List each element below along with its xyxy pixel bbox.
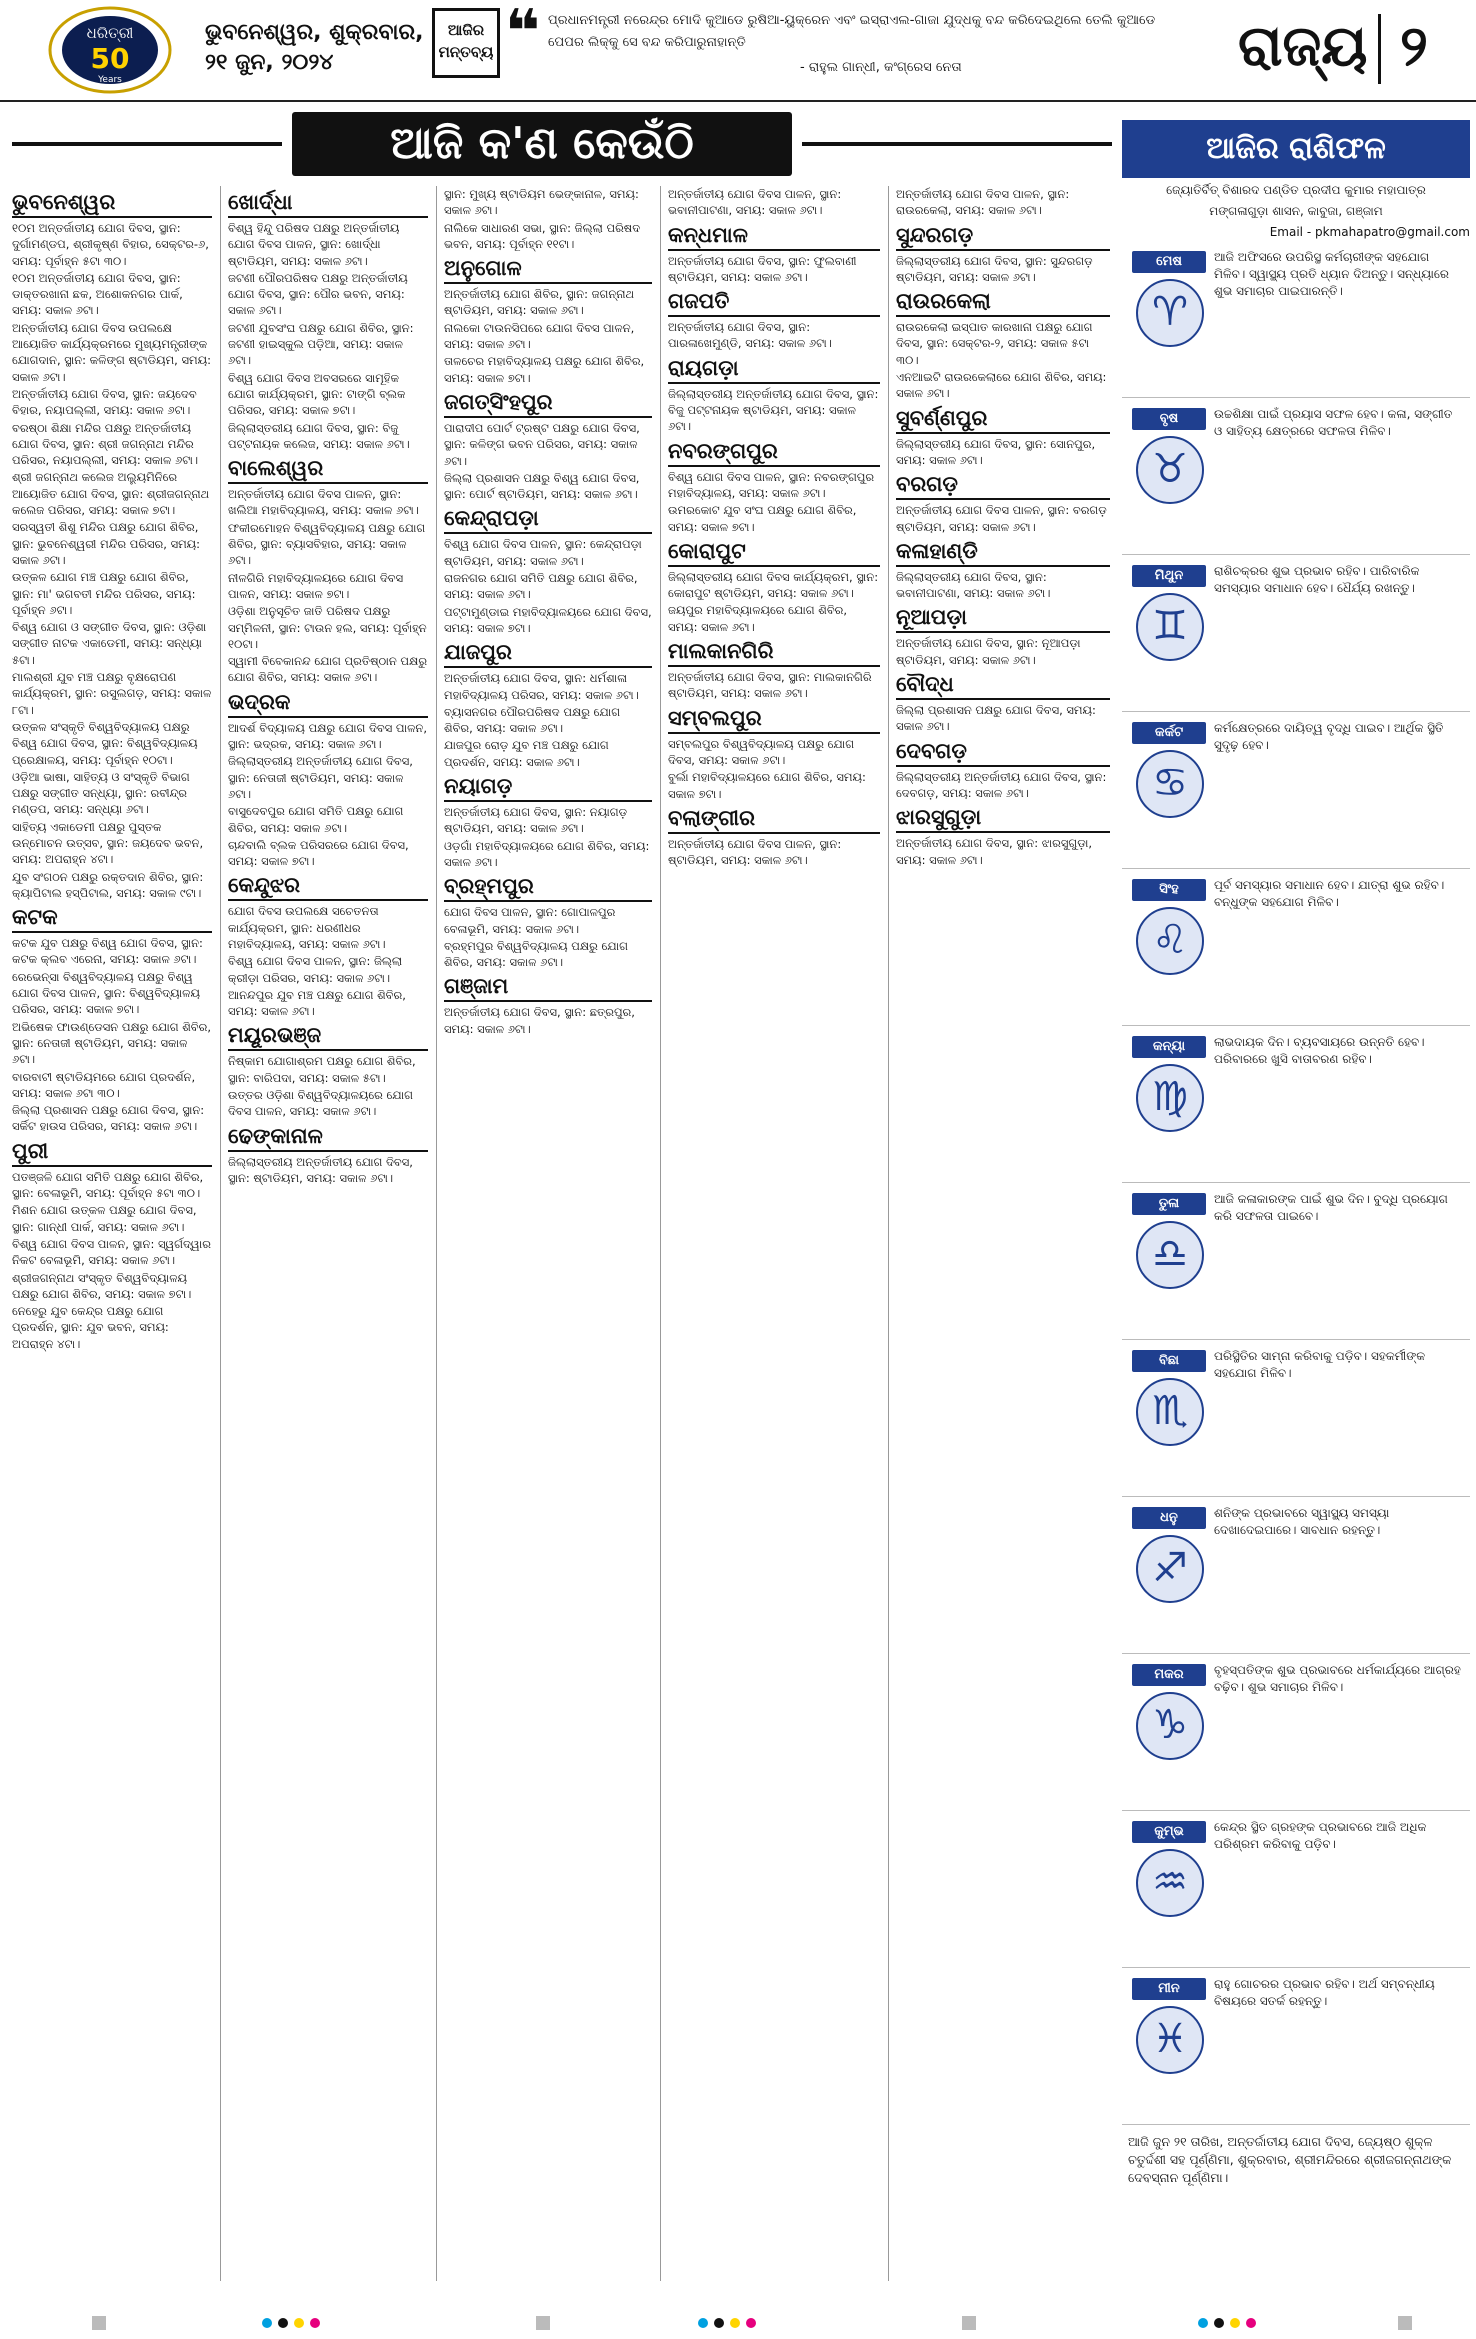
zodiac-symbol-icon: ♈ (1136, 279, 1204, 347)
event-listing: କଟକ ଯୁବ ପକ୍ଷରୁ ବିଶ୍ୱ ଯୋଗ ଦିବସ, ସ୍ଥାନ: କଟକ କ୍ଲବ ଏରେନା, ସମୟ: ସକାଳ ୬ଟା। (12, 936, 203, 967)
event-listing: ନାଲିକେ ସାଧାରଣ ସଭା, ସ୍ଥାନ: ଜିଲ୍ଲା ପରିଷଦ ଭବନ, ସମୟ: ପୂର୍ବାହ୍ନ ୧୧ଟା। (444, 220, 641, 251)
event-listing: ଅନ୍ତର୍ଜାତୀୟ ଯୋଗ ଦିବସ, ସ୍ଥାନ: ଫୁଲବାଣୀ ଷ୍ଟାଡିୟମ, ସମୟ: ସକାଳ ୬ଟା। (668, 253, 857, 284)
event-listing: ଜିଲ୍ଲାସ୍ତରୀୟ ଯୋଗ ଦିବସ, ସ୍ଥାନ: ସୋନପୁର, ସମୟ: ସକାଳ ୬ଟା। (896, 436, 1096, 467)
event-listing: ଶ୍ରୀଜଗନ୍ନାଥ ସଂସ୍କୃତ ବିଶ୍ୱବିଦ୍ୟାଳୟ ପକ୍ଷରୁ ଯୋଗ ଶିବିର, ସମୟ: ସକାଳ ୭ଟା। (12, 1270, 192, 1301)
register-mark-icon (1398, 2316, 1412, 2330)
event-listing: ଉତ୍କଳ ସଂସ୍କୃତି ବିଶ୍ୱବିଦ୍ୟାଳୟ ପକ୍ଷରୁ ବିଶ୍ୱ ଯୋଗ ଦିବସ, ସ୍ଥାନ: ବିଶ୍ୱବିଦ୍ୟାଳୟ ପ୍ରେକ୍ଷାଳୟ, ସମୟ: ପୂର୍ବାହ୍ନ ୧୦ଟା। (12, 719, 198, 767)
zodiac-prediction-text: ରାଶିଚକ୍ରର ଶୁଭ ପ୍ରଭାବ ରହିବ। ପାରିବାରିକ ସମସ୍ୟାର ସମାଧାନ ହେବ। ଧୈର୍ଯ୍ୟ ରଖନ୍ତୁ। (1214, 564, 1420, 595)
rashiphala-panel (1122, 120, 1470, 2295)
district-heading: ବ୍ରହ୍ମପୁର (444, 873, 652, 902)
district-heading: ସମ୍ବଲପୁର (668, 705, 880, 734)
event-listing: ନାଲକୋ ଟାଉନସିପରେ ଯୋଗ ଦିବସ ପାଳନ, ସମୟ: ସକାଳ ୬ଟା। (444, 320, 635, 352)
listing-column-3 (444, 186, 652, 2281)
event-listing: ଜିଲ୍ଲାସ୍ତରୀୟ ଅନ୍ତର୍ଜାତୀୟ ଯୋଗ ଦିବସ, ସ୍ଥାନ: ନେତାଜୀ ଷ୍ଟାଡିୟମ, ସମୟ: ସକାଳ ୬ଟା। (228, 754, 413, 801)
district-heading: ଗଞ୍ଜାମ (444, 973, 652, 1002)
zodiac-sign-entry (1122, 1813, 1470, 1968)
event-listing: ଜିଲ୍ଲାସ୍ତରୀୟ ଯୋଗ ଦିବସ, ସ୍ଥାନ: ବିଜୁ ପଟ୍ଟନାୟକ କଲେଜ, ସମୟ: ସକାଳ ୬ଟା। (228, 420, 410, 451)
event-listing: ପଟ୍ଟାମୁଣ୍ଡାଇ ମହାବିଦ୍ୟାଳୟରେ ଯୋଗ ଦିବସ, ସମୟ: ସକାଳ ୭ଟା। (444, 604, 652, 635)
event-listing: ଜିଲ୍ଲାସ୍ତରୀୟ ଯୋଗ ଦିବସ, ସ୍ଥାନ: ଭବାନୀପାଟଣା, ସମୟ: ସକାଳ ୬ଟା। (896, 569, 1051, 601)
district-heading: ରାୟଗଡ଼ା (668, 355, 880, 384)
yellow-dot-icon (1230, 2318, 1240, 2328)
district-heading: ସୁବର୍ଣ୍ଣପୁର (896, 405, 1110, 434)
zodiac-symbol-icon: ♒ (1136, 1849, 1204, 1917)
page-number: ୨ (1400, 14, 1428, 79)
district-heading: କଳାହାଣ୍ଡି (896, 538, 1110, 567)
column-divider (436, 186, 437, 2281)
zodiac-sign-entry (1122, 1970, 1470, 2125)
zodiac-symbol-icon: ♐ (1136, 1535, 1204, 1603)
event-listing: ଜିଲ୍ଲା ପ୍ରଶାସନ ପକ୍ଷରୁ ବିଶ୍ୱ ଯୋଗ ଦିବସ, ସ୍ଥାନ: ପୋର୍ଟ ଷ୍ଟାଡିୟମ, ସମୟ: ସକାଳ ୬ଟା। (444, 470, 640, 502)
event-listing: ୧୦ମ ଅନ୍ତର୍ଜାତୀୟ ଯୋଗ ଦିବସ, ସ୍ଥାନ: ଦୁର୍ଗାମଣ୍ଡପ, ଶ୍ରୀକୃଷ୍ଣ ବିହାର, ସେକ୍ଟର-୬, ସମୟ: ପୂର୍ବାହ୍ନ ୫ଟା ୩୦। (12, 221, 209, 268)
register-mark-icon (536, 2316, 550, 2330)
magenta-dot-icon (746, 2318, 756, 2328)
masthead (0, 0, 1476, 102)
event-listing: ତାଳଚେର ମହାବିଦ୍ୟାଳୟ ପକ୍ଷରୁ ଯୋଗ ଶିବିର, ସମୟ: ସକାଳ ୭ଟା। (444, 354, 645, 385)
zodiac-sign-name: କନ୍ୟା (1132, 1036, 1206, 1058)
zodiac-symbol-icon: ♎ (1136, 1221, 1204, 1289)
district-heading: ଅନୁଗୋଳ (444, 255, 652, 284)
event-listing: ବିଶ୍ୱ ହିନ୍ଦୁ ପରିଷଦ ପକ୍ଷରୁ ଅନ୍ତର୍ଜାତୀୟ ଯୋଗ ଦିବସ ପାଳନ, ସ୍ଥାନ: ଖୋର୍ଦ୍ଧା ଷ୍ଟାଡିୟମ, ସମୟ: ସକାଳ ୬ଟା। (228, 221, 400, 268)
event-listing: ଅନ୍ତର୍ଜାତୀୟ ଯୋଗ ଦିବସ, ସ୍ଥାନ: ଛତ୍ରପୁର, ସମୟ: ସକାଳ ୬ଟା। (444, 1005, 635, 1036)
cyan-dot-icon (698, 2318, 708, 2328)
dateline (205, 18, 424, 78)
district-heading: ଖୋର୍ଦ୍ଧା (228, 189, 428, 218)
district-heading: ମୟୂରଭଞ୍ଜ (228, 1022, 428, 1051)
event-listing: ସାହିତ୍ୟ ଏକାଡେମୀ ପକ୍ଷରୁ ପୁସ୍ତକ ଉନ୍ମୋଚନ ଉତ୍ସବ, ସ୍ଥାନ: ଜୟଦେବ ଭବନ, ସମୟ: ଅପରାହ୍ନ ୪ଟା। (12, 819, 204, 867)
event-listing: ବିଶ୍ୱ ଯୋଗ ଦିବସ ପାଳନ, ସ୍ଥାନ: କେନ୍ଦ୍ରାପଡ଼ା ଷ୍ଟାଡିୟମ, ସମୟ: ସକାଳ ୬ଟା। (444, 537, 642, 568)
zodiac-prediction-text: କେନ୍ଦ୍ର ସ୍ଥିତ ଗ୍ରହଙ୍କ ପ୍ରଭାବରେ ଆଜି ଅଧିକ ପରିଶ୍ରମ କରିବାକୁ ପଡ଼ିବ। (1214, 1820, 1427, 1851)
event-listing: ଜିଲ୍ଲାସ୍ତରୀୟ ଅନ୍ତର୍ଜାତୀୟ ଯୋଗ ଦିବସ, ସ୍ଥାନ: ଷ୍ଟାଡିୟମ, ସମୟ: ସକାଳ ୬ଟା। (228, 1154, 413, 1185)
quote-of-day-box: ଆଜିର ମନ୍ତବ୍ୟ (432, 8, 500, 78)
zodiac-sign-entry (1122, 1028, 1470, 1183)
magenta-dot-icon (1246, 2318, 1256, 2328)
event-listing: ଯୁବ ସଂଗଠନ ପକ୍ଷରୁ ରକ୍ତଦାନ ଶିବିର, ସ୍ଥାନ: କ୍ୟାପିଟାଲ ହସ୍ପିଟାଲ, ସମୟ: ସକାଳ ୯ଟା। (12, 869, 204, 900)
panjika-calendar-note: ଆଜି ଜୁନ ୨୧ ତାରିଖ, ଅନ୍ତର୍ଜାତୀୟ ଯୋଗ ଦିବସ, ଜ୍ୟେଷ୍ଠ ଶୁକ୍ଳ ଚତୁର୍ଦ୍ଦଶୀ ସହ ପୂର୍ଣ୍ଣିମା, ଶୁକ୍ରବାର, ଶ୍ରୀମନ୍ଦିରରେ ଶ୍ରୀଜଗନ୍ନାଥଙ୍କ ଦେବସ୍ନାନ ପୂର୍ଣ୍ଣିମା। (1128, 2134, 1452, 2185)
quote-text: ପ୍ରଧାନମନ୍ତ୍ରୀ ନରେନ୍ଦ୍ର ମୋଦି କୁଆଡେ ରୁଷିଆ-ୟୁକ୍ରେନ ଏବଂ ଇସ୍ରାଏଲ-ଗାଜା ଯୁଦ୍ଧକୁ ବନ୍ଦ କରିଦେଇଥିଲେ ତେଲି କୁଆଡେ ପେପର ଲିକ୍‌କୁ ସେ ବନ୍ଦ କରିପାରୁନାହାନ୍ତି (548, 13, 1156, 50)
logo-years-number: 50 (90, 42, 130, 75)
banner-rule-right (802, 142, 1112, 146)
zodiac-prediction-text: ଲାଭଦାୟକ ଦିନ। ବ୍ୟବସାୟରେ ଉନ୍ନତି ହେବ। ପରିବାରରେ ଖୁସି ବାତାବରଣ ରହିବ। (1214, 1035, 1425, 1066)
event-listing: ବୁର୍ଲା ମହାବିଦ୍ୟାଳୟରେ ଯୋଗ ଶିବିର, ସମୟ: ସକାଳ ୭ଟା। (668, 770, 866, 801)
event-listing: ଜଟଣୀ ପୌରପରିଷଦ ପକ୍ଷରୁ ଅନ୍ତର୍ଜାତୀୟ ଯୋଗ ଦିବସ, ସ୍ଥାନ: ପୌର ଭବନ, ସମୟ: ସକାଳ ୬ଟା। (228, 270, 408, 318)
magenta-dot-icon (310, 2318, 320, 2328)
section-divider (1378, 14, 1381, 84)
event-listing: ୧୦ମ ଅନ୍ତର୍ଜାତୀୟ ଯୋଗ ଦିବସ, ସ୍ଥାନ: ଡାକ୍ତରଖାନା ଛକ, ଅଶୋକନଗର ପାର୍କ, ସମୟ: ସକାଳ ୬ଟା। (12, 270, 183, 318)
event-listing: ଅନ୍ତର୍ଜାତୀୟ ଯୋଗ ଶିବିର, ସ୍ଥାନ: ଜଗନ୍ନାଥ ଷ୍ଟାଡିୟମ, ସମୟ: ସକାଳ ୬ଟା। (444, 287, 635, 318)
astrologer-address: ମଙ୍ଗଳାଗୁଡ଼ା ଶାସନ, କାବୁଜା, ଗଞ୍ଜାମ (1209, 204, 1383, 218)
listing-column-1 (12, 186, 212, 2281)
event-listing: ପତଞ୍ଜଳି ଯୋଗ ସମିତି ପକ୍ଷରୁ ଯୋଗ ଶିବିର, ସ୍ଥାନ: ବେଳାଭୂମି, ସମୟ: ପୂର୍ବାହ୍ନ ୫ଟା ୩୦। (12, 1169, 204, 1201)
event-listing: ଯାଜପୁର ରୋଡ଼ ଯୁବ ମଞ୍ଚ ପକ୍ଷରୁ ଯୋଗ ପ୍ରଦର୍ଶନ, ସମୟ: ସକାଳ ୬ଟା। (444, 738, 609, 769)
zodiac-sign-name: ମକର (1132, 1664, 1206, 1686)
event-listing: ଓଡ଼ଗାଁ ମହାବିଦ୍ୟାଳୟରେ ଯୋଗ ଶିବିର, ସମୟ: ସକାଳ ୬ଟା। (444, 838, 650, 869)
astrologer-name: ଜ୍ୟୋତିର୍ବିତ୍‌ ବିଶାରଦ ପଣ୍ଡିତ ପ୍ରଦୀପ କୁମାର ମହାପାତ୍ର (1166, 183, 1426, 197)
event-listing: ଜୟପୁର ମହାବିଦ୍ୟାଳୟରେ ଯୋଗ ଶିବିର, ସମୟ: ସକାଳ ୬ଟା। (668, 603, 848, 634)
district-heading: ରାଉରକେଲା (896, 288, 1110, 317)
event-listing: ବିଶ୍ୱ ଯୋଗ ଦିବସ ପାଳନ, ସ୍ଥାନ: ନବରଙ୍ଗପୁର ମହାବିଦ୍ୟାଳୟ, ସମୟ: ସକାଳ ୬ଟା। (668, 469, 875, 500)
district-heading: ଜଗତ୍‌ସିଂହପୁର (444, 389, 652, 418)
zodiac-sign-name: ବିଛା (1132, 1350, 1206, 1372)
zodiac-sign-entry (1122, 714, 1470, 869)
event-listing: ବାରବାଟୀ ଷ୍ଟାଡିୟମରେ ଯୋଗ ପ୍ରଦର୍ଶନ, ସମୟ: ସକାଳ ୬ଟା ୩୦। (12, 1069, 196, 1100)
logo-name: ଧରିତ୍ରୀ (86, 24, 134, 42)
zodiac-sign-name: ଧନୁ (1132, 1507, 1206, 1529)
event-listing: ଅଭିଷେକ ଫାଉଣ୍ଡେସନ ପକ୍ଷରୁ ଯୋଗ ଶିବିର, ସ୍ଥାନ: ନେତାଜୀ ଷ୍ଟାଡିୟମ, ସମୟ: ସକାଳ ୬ଟା। (12, 1019, 212, 1067)
event-listing: ବିଶ୍ୱ ଯୋଗ ଦିବସ ପାଳନ, ସ୍ଥାନ: ସ୍ୱର୍ଗଦ୍ୱାର ନିକଟ ବେଳାଭୂମି, ସମୟ: ସକାଳ ୬ଟା। (12, 1236, 211, 1268)
district-heading: ଭଦ୍ରକ (228, 689, 428, 718)
event-listing: ବିଶ୍ୱ ଯୋଗ ଦିବସ ଅବସରରେ ସାମୂହିକ ଯୋଗ କାର୍ଯ୍ୟକ୍ରମ, ସ୍ଥାନ: ଟାଙ୍ଗି ବ୍ଲକ ପରିସର, ସମୟ: ସକାଳ ୭ଟା। (228, 370, 406, 418)
event-listing: ଯୋଗ ଦିବସ ଉପଲକ୍ଷେ ସଚେତନତା କାର୍ଯ୍ୟକ୍ରମ, ସ୍ଥାନ: ଧରଣୀଧର ମହାବିଦ୍ୟାଳୟ, ସମୟ: ସକାଳ ୬ଟା। (228, 904, 386, 951)
district-heading: ଦେବଗଡ଼ (896, 738, 1110, 767)
zodiac-prediction-text: ଆଜି ଅଫିସରେ ଉପରିସ୍ଥ କର୍ମଚାରୀଙ୍କ ସହଯୋଗ ମିଳିବ। ସ୍ୱାସ୍ଥ୍ୟ ପ୍ରତି ଧ୍ୟାନ ଦିଅନ୍ତୁ। ସନ୍ଧ୍ୟାରେ ଶୁଭ ସମାଚାର ପାଇପାରନ୍ତି। (1214, 250, 1450, 298)
listing-column-5 (896, 186, 1110, 2281)
district-heading: ବରଗଡ଼ (896, 471, 1110, 500)
event-listing: ଅନ୍ତର୍ଜାତୀୟ ଯୋଗ ଦିବସ ପାଳନ, ସ୍ଥାନ: ରାଉରକେଲା, ସମୟ: ସକାଳ ୬ଟା। (896, 187, 1070, 218)
section-name: ରାଜ୍ୟ (1238, 14, 1368, 79)
column-divider (220, 186, 221, 2281)
event-listing: ନୀଳଗିରି ମହାବିଦ୍ୟାଳୟରେ ଯୋଗ ଦିବସ ପାଳନ, ସମୟ: ସକାଳ ୭ଟା। (228, 570, 404, 601)
section-banner: ଆଜି କ'ଣ କେଉଁଠି (292, 112, 792, 176)
event-listing: ଅନ୍ତର୍ଜାତୀୟ ଯୋଗ ଦିବସ ଉପଲକ୍ଷେ ଆୟୋଜିତ କାର୍ଯ୍ୟକ୍ରମରେ ମୁଖ୍ୟମନ୍ତ୍ରୀଙ୍କ ଯୋଗଦାନ, ସ୍ଥାନ: କଳିଙ୍ଗ ଷ୍ଟାଡିୟମ, ସମୟ: ସକାଳ ୬ଟା। (12, 320, 211, 384)
rashiphala-header: ଆଜିର ରାଶିଫଳ (1122, 120, 1470, 178)
event-listing: ବାସୁଦେବପୁର ଯୋଗ ସମିତି ପକ୍ଷରୁ ଯୋଗ ଶିବିର, ସମୟ: ସକାଳ ୬ଟା। (228, 804, 404, 835)
event-listing: ଉତ୍ତର ଓଡ଼ିଶା ବିଶ୍ୱବିଦ୍ୟାଳୟରେ ଯୋଗ ଦିବସ ପାଳନ, ସମୟ: ସକାଳ ୬ଟା। (228, 1088, 414, 1119)
zodiac-prediction-text: କର୍ମକ୍ଷେତ୍ରରେ ଦାୟିତ୍ୱ ବୃଦ୍ଧି ପାଇବ। ଆର୍ଥିକ ସ୍ଥିତି ସୁଦୃଢ଼ ହେବ। (1214, 721, 1444, 752)
zodiac-sign-list (1122, 243, 1470, 2125)
black-dot-icon (278, 2318, 288, 2328)
black-dot-icon (1214, 2318, 1224, 2328)
yellow-dot-icon (294, 2318, 304, 2328)
event-listing: ଓଡ଼ିଶା ଅନୁସୂଚିତ ଜାତି ପରିଷଦ ପକ୍ଷରୁ ସମ୍ମିଳନୀ, ସ୍ଥାନ: ଟାଉନ ହଲ, ସମୟ: ପୂର୍ବାହ୍ନ ୧୦ଟା। (228, 604, 427, 651)
district-heading: ଭୁବନେଶ୍ୱର (12, 189, 212, 218)
zodiac-sign-entry (1122, 1499, 1470, 1654)
dateline-place-day: ଭୁବନେଶ୍ୱର, ଶୁକ୍ରବାର, (205, 20, 424, 45)
event-listing: ଚାନ୍ଦବାଲି ବ୍ଲକ ପରିସରରେ ଯୋଗ ଦିବସ, ସମୟ: ସକାଳ ୭ଟା। (228, 837, 409, 869)
zodiac-symbol-icon: ♏ (1136, 1378, 1204, 1446)
cyan-dot-icon (262, 2318, 272, 2328)
event-listing: ଆଦର୍ଶ ବିଦ୍ୟାଳୟ ପକ୍ଷରୁ ଯୋଗ ଦିବସ ପାଳନ, ସ୍ଥାନ: ଭଦ୍ରକ, ସମୟ: ସକାଳ ୬ଟା। (228, 720, 428, 752)
event-listing: ରାଉରକେଲା ଇସ୍ପାତ କାରଖାନା ପକ୍ଷରୁ ଯୋଗ ଦିବସ, ସ୍ଥାନ: ସେକ୍ଟର-୨, ସମୟ: ସକାଳ ୫ଟା ୩୦। (896, 320, 1093, 367)
event-listing: ଫକୀରମୋହନ ବିଶ୍ୱବିଦ୍ୟାଳୟ ପକ୍ଷରୁ ଯୋଗ ଶିବିର, ସ୍ଥାନ: ବ୍ୟାସବିହାର, ସମୟ: ସକାଳ ୬ଟା। (228, 520, 426, 568)
zodiac-sign-entry (1122, 557, 1470, 712)
zodiac-prediction-text: ରାହୁ ଗୋଚରର ପ୍ରଭାବ ରହିବ। ଅର୍ଥ ସମ୍ବନ୍ଧୀୟ ବିଷୟରେ ସତର୍କ ରହନ୍ତୁ। (1214, 1977, 1435, 2008)
quote-author: - ରାହୁଲ ଗାନ୍ଧୀ, କଂଗ୍ରେସ ନେତା (800, 60, 962, 75)
listing-column-4 (668, 186, 880, 2281)
event-listing: ପାରାଦୀପ ପୋର୍ଟ ଟ୍ରଷ୍ଟ ପକ୍ଷରୁ ଯୋଗ ଦିବସ, ସ୍ଥାନ: କଳିଙ୍ଗ ଭବନ ପରିସର, ସମୟ: ସକାଳ ୬ଟା। (444, 420, 640, 468)
event-listing: ଅନ୍ତର୍ଜାତୀୟ ଯୋଗ ଦିବସ, ସ୍ଥାନ: ଝାରସୁଗୁଡ଼ା, ସମୟ: ସକାଳ ୬ଟା। (896, 836, 1093, 867)
zodiac-sign-entry (1122, 1656, 1470, 1811)
dateline-date: ୨୧ ଜୁନ, ୨୦୨୪ (205, 50, 334, 75)
event-listing: ଅନ୍ତର୍ଜାତୀୟ ଯୋଗ ଦିବସ ପାଳନ, ସ୍ଥାନ: ଭବାନୀପାଟଣା, ସମୟ: ସକାଳ ୬ଟା। (668, 187, 842, 218)
event-listing: ସମ୍ବଲପୁର ବିଶ୍ୱବିଦ୍ୟାଳୟ ପକ୍ଷରୁ ଯୋଗ ଦିବସ, ସମୟ: ସକାଳ ୬ଟା। (668, 736, 855, 767)
district-heading: କଟକ (12, 904, 212, 933)
zodiac-sign-name: ମୀନ (1132, 1978, 1206, 2000)
event-listing: ଜିଲ୍ଲାସ୍ତରୀୟ ଯୋଗ ଦିବସ କାର୍ଯ୍ୟକ୍ରମ, ସ୍ଥାନ: କୋରାପୁଟ ଷ୍ଟାଡିୟମ, ସମୟ: ସକାଳ ୬ଟା। (668, 569, 879, 601)
zodiac-sign-entry (1122, 871, 1470, 1026)
district-heading: ବଲାଙ୍ଗୀର (668, 805, 880, 834)
event-listing: ଜିଲ୍ଲାସ୍ତରୀୟ ଅନ୍ତର୍ଜାତୀୟ ଯୋଗ ଦିବସ, ସ୍ଥାନ: ବିଜୁ ପଟ୍ଟନାୟକ ଷ୍ଟାଡିୟମ, ସମୟ: ସକାଳ ୬ଟା। (668, 386, 879, 434)
event-listing: ଓଡ଼ିଆ ଭାଷା, ସାହିତ୍ୟ ଓ ସଂସ୍କୃତି ବିଭାଗ ପକ୍ଷରୁ ସଙ୍ଗୀତ ସନ୍ଧ୍ୟା, ସ୍ଥାନ: ରବୀନ୍ଦ୍ର ମଣ୍ଡପ, ସମୟ: ସନ୍ଧ୍ୟା ୬ଟା। (12, 769, 190, 817)
event-listing: ମିଶନ ଯୋଗ ଉତ୍କଳ ପକ୍ଷରୁ ଯୋଗ ଦିବସ, ସ୍ଥାନ: ଗାନ୍ଧୀ ପାର୍କ, ସମୟ: ସକାଳ ୬ଟା। (12, 1203, 197, 1234)
event-listing: ଉମରକୋଟ ଯୁବ ସଂଘ ପକ୍ଷରୁ ଯୋଗ ଶିବିର, ସମୟ: ସକାଳ ୭ଟା। (668, 503, 857, 534)
event-listing: ଜିଲ୍ଲା ପ୍ରଶାସନ ପକ୍ଷରୁ ଯୋଗ ଦିବସ, ସମୟ: ସକାଳ ୬ଟା। (896, 703, 1096, 734)
district-heading: ଝାରସୁଗୁଡ଼ା (896, 804, 1110, 833)
district-heading: ମାଲକାନଗିରି (668, 638, 880, 667)
black-dot-icon (714, 2318, 724, 2328)
event-listing: ବ୍ରହ୍ମପୁର ବିଶ୍ୱବିଦ୍ୟାଳୟ ପକ୍ଷରୁ ଯୋଗ ଶିବିର, ସମୟ: ସକାଳ ୬ଟା। (444, 938, 629, 970)
zodiac-sign-name: ତୁଳା (1132, 1193, 1206, 1215)
zodiac-symbol-icon: ♍ (1136, 1064, 1204, 1132)
event-listing: ଏନଆଇଟି ରାଉରକେଲାରେ ଯୋଗ ଶିବିର, ସମୟ: ସକାଳ ୬ଟା। (896, 370, 1107, 401)
zodiac-sign-name: କର୍କଟ (1132, 722, 1206, 744)
event-listing: ଅନ୍ତର୍ଜାତୀୟ ଯୋଗ ଦିବସ ପାଳନ, ସ୍ଥାନ: ଷ୍ଟାଡିୟମ, ସମୟ: ସକାଳ ୬ଟା। (668, 836, 842, 868)
event-listing: ଆନନ୍ଦପୁର ଯୁବ ମଞ୍ଚ ପକ୍ଷରୁ ଯୋଗ ଶିବିର, ସମୟ: ସକାଳ ୬ଟା। (228, 987, 406, 1019)
quote-mark-icon: ❝ (505, 0, 541, 67)
event-listing: ଶ୍ରୀ ଜଗନ୍ନାଥ କଲେଜ ଅଲ୍ୟୁମିନିରେ ଆୟୋଜିତ ଯୋଗ ଦିବସ, ସ୍ଥାନ: ଶ୍ରୀଜଗନ୍ନାଥ କଲେଜ ପରିସର, ସମୟ: ସକାଳ ୭ଟା। (12, 470, 210, 518)
event-listing: ସ୍ୱାମୀ ବିବେକାନନ୍ଦ ଯୋଗ ପ୍ରତିଷ୍ଠାନ ପକ୍ଷରୁ ଯୋଗ ଶିବିର, ସମୟ: ସକାଳ ୬ଟା। (228, 654, 428, 685)
event-listing: ଜଟଣୀ ଯୁବସଂଘ ପକ୍ଷରୁ ଯୋଗ ଶିବିର, ସ୍ଥାନ: ଜଟଣୀ ହାଇସ୍କୁଲ ପଡ଼ିଆ, ସମୟ: ସକାଳ ୬ଟା। (228, 320, 414, 368)
event-listing: ବିଶ୍ୱ ଯୋଗ ଓ ସଙ୍ଗୀତ ଦିବସ, ସ୍ଥାନ: ଓଡ଼ିଶା ସଙ୍ଗୀତ ନାଟକ ଏକାଡେମୀ, ସମୟ: ସନ୍ଧ୍ୟା ୫ଟା। (12, 620, 207, 667)
event-listing: ଜିଲ୍ଲାସ୍ତରୀୟ ଯୋଗ ଦିବସ, ସ୍ଥାନ: ସୁନ୍ଦରଗଡ଼ ଷ୍ଟାଡିୟମ, ସମୟ: ସକାଳ ୬ଟା। (896, 253, 1093, 284)
event-listing: ଅନ୍ତର୍ଜାତୀୟ ଯୋଗ ଦିବସ, ସ୍ଥାନ: ପାରଳାଖେମୁଣ୍ଡି, ସମୟ: ସକାଳ ୬ଟା। (668, 320, 832, 351)
district-heading: ନୟାଗଡ଼ (444, 773, 652, 802)
district-heading: କେନ୍ଦୁଝର (228, 872, 428, 901)
zodiac-prediction-text: ବୃହସ୍ପତିଙ୍କ ଶୁଭ ପ୍ରଭାବରେ ଧର୍ମକାର୍ଯ୍ୟରେ ଆଗ୍ରହ ବଢ଼ିବ। ଶୁଭ ସମାଚାର ମିଳିବ। (1214, 1663, 1461, 1694)
zodiac-sign-name: ମେଷ (1132, 251, 1206, 273)
district-heading: ବାଲେଶ୍ୱର (228, 455, 428, 484)
event-listing: ସରସ୍ୱତୀ ଶିଶୁ ମନ୍ଦିର ପକ୍ଷରୁ ଯୋଗ ଶିବିର, ସ୍ଥାନ: ଭୁବନେଶ୍ୱରୀ ମନ୍ଦିର ପରିସର, ସମୟ: ସକାଳ ୬ଟା। (12, 520, 201, 567)
zodiac-prediction-text: ଉଚ୍ଚଶିକ୍ଷା ପାଇଁ ପ୍ରୟାସ ସଫଳ ହେବ। କଳା, ସଙ୍ଗୀତ ଓ ସାହିତ୍ୟ କ୍ଷେତ୍ରରେ ସଫଳତା ମିଳିବ। (1214, 407, 1453, 438)
zodiac-symbol-icon: ♌ (1136, 907, 1204, 975)
column-divider (888, 186, 889, 2281)
district-heading: କନ୍ଧମାଳ (668, 222, 880, 251)
event-listing: ସ୍ଥାନ: ମୁଖ୍ୟ ଷ୍ଟାଡିୟମ ଭେଙ୍କାନାଳ, ସମୟ: ସକାଳ ୬ଟା। (444, 187, 639, 218)
zodiac-sign-name: ସିଂହ (1132, 879, 1206, 901)
district-heading: ନୂଆପଡ଼ା (896, 604, 1110, 633)
district-heading: ଯାଜପୁର (444, 639, 652, 668)
register-mark-icon (962, 2316, 976, 2330)
district-heading: ସୁନ୍ଦରଗଡ଼ (896, 222, 1110, 251)
event-listing: ନିଷ୍କାମ ଯୋଗାଶ୍ରମ ପକ୍ଷରୁ ଯୋଗ ଶିବିର, ସ୍ଥାନ: ବାରିପଦା, ସମୟ: ସକାଳ ୫ଟା। (228, 1054, 416, 1085)
event-listing: ଜିଲ୍ଲାସ୍ତରୀୟ ଅନ୍ତର୍ଜାତୀୟ ଯୋଗ ଦିବସ, ସ୍ଥାନ: ଦେବଗଡ଼, ସମୟ: ସକାଳ ୬ଟା। (896, 769, 1107, 800)
district-heading: କେନ୍ଦ୍ରାପଡ଼ା (444, 505, 652, 534)
yellow-dot-icon (730, 2318, 740, 2328)
register-mark-icon (92, 2316, 106, 2330)
district-heading: ନବରଙ୍ଗପୁର (668, 438, 880, 467)
event-listing: ଅନ୍ତର୍ଜାତୀୟ ଯୋଗ ଦିବସ, ସ୍ଥାନ: ଜୟଦେବ ବିହାର, ନୟାପଲ୍ଲୀ, ସମୟ: ସକାଳ ୬ଟା। (12, 386, 197, 418)
event-listing: ବ୍ୟାସନଗର ପୌରପରିଷଦ ପକ୍ଷରୁ ଯୋଗ ଶିବିର, ସମୟ: ସକାଳ ୬ଟା। (444, 704, 621, 736)
district-heading: ପୁରୀ (12, 1138, 212, 1167)
zodiac-symbol-icon: ♊ (1136, 593, 1204, 661)
event-listing: ବିଶ୍ୱ ଯୋଗ ଦିବସ ପାଳନ, ସ୍ଥାନ: ଜିଲ୍ଲା କ୍ରୀଡ଼ା ପରିସର, ସମୟ: ସକାଳ ୬ଟା। (228, 954, 403, 985)
zodiac-sign-name: ବୃଷ (1132, 408, 1206, 430)
banner-rule-left (12, 142, 282, 146)
event-listing: ଅନ୍ତର୍ଜାତୀୟ ଯୋଗ ଦିବସ ପାଳନ, ସ୍ଥାନ: ବରଗଡ଼ ଷ୍ଟାଡିୟମ, ସମୟ: ସକାଳ ୬ଟା। (896, 503, 1107, 534)
zodiac-sign-name: କୁମ୍ଭ (1132, 1821, 1206, 1843)
astrologer-email: Email - pkmahapatro@gmail.com (1269, 225, 1470, 239)
zodiac-prediction-text: ପରିସ୍ଥିତିର ସାମ୍ନା କରିବାକୁ ପଡ଼ିବ। ସହକର୍ମୀଙ୍କ ସହଯୋଗ ମିଳିବ। (1214, 1349, 1426, 1380)
zodiac-sign-entry (1122, 1342, 1470, 1497)
zodiac-prediction-text: ପୂର୍ବ ସମସ୍ୟାର ସମାଧାନ ହେବ। ଯାତ୍ରା ଶୁଭ ରହିବ। ବନ୍ଧୁଙ୍କ ସହଯୋଗ ମିଳିବ। (1214, 878, 1445, 909)
zodiac-sign-name: ମିଥୁନ (1132, 565, 1206, 587)
event-listing: ଅନ୍ତର୍ଜାତୀୟ ଯୋଗ ଦିବସ, ସ୍ଥାନ: ଧର୍ମଶାଳା ମହାବିଦ୍ୟାଳୟ ପରିସର, ସମୟ: ସକାଳ ୬ଟା। (444, 671, 639, 702)
dharitri-50-years-logo (40, 4, 180, 94)
district-heading: ଢେଙ୍କାନାଳ (228, 1123, 428, 1152)
zodiac-sign-entry (1122, 1185, 1470, 1340)
cyan-dot-icon (1198, 2318, 1208, 2328)
event-listing: ନେହେରୁ ଯୁବ କେନ୍ଦ୍ର ପକ୍ଷରୁ ଯୋଗ ପ୍ରଦର୍ଶନ, ସ୍ଥାନ: ଯୁବ ଭବନ, ସମୟ: ଅପରାହ୍ନ ୪ଟା। (12, 1304, 169, 1351)
event-listing: ରାଜନଗର ଯୋଗ ସମିତି ପକ୍ଷରୁ ଯୋଗ ଶିବିର, ସମୟ: ସକାଳ ୬ଟା। (444, 571, 638, 602)
zodiac-prediction-text: ଶନିଙ୍କ ପ୍ରଭାବରେ ସ୍ୱାସ୍ଥ୍ୟ ସମସ୍ୟା ଦେଖାଦେଇପାରେ। ସାବଧାନ ରହନ୍ତୁ। (1214, 1506, 1390, 1537)
column-divider (660, 186, 661, 2281)
district-heading: କୋରାପୁଟ (668, 538, 880, 567)
zodiac-prediction-text: ଆଜି କଳାକାରଙ୍କ ପାଇଁ ଶୁଭ ଦିନ। ବୁଦ୍ଧି ପ୍ରୟୋଗ କରି ସଫଳତା ପାଇବେ। (1214, 1192, 1448, 1223)
logo-years-label: Years (98, 75, 122, 85)
zodiac-symbol-icon: ♓ (1136, 2006, 1204, 2074)
event-listing: ମାଲଶ୍ରୀ ଯୁବ ମଞ୍ଚ ପକ୍ଷରୁ ବୃକ୍ଷରୋପଣ କାର୍ଯ୍ୟକ୍ରମ, ସ୍ଥାନ: ରସୁଲଗଡ଼, ସମୟ: ସକାଳ ୮ଟା। (12, 670, 212, 717)
event-listing: ଅନ୍ତର୍ଜାତୀୟ ଯୋଗ ଦିବସ, ସ୍ଥାନ: ନୂଆପଡ଼ା ଷ୍ଟାଡିୟମ, ସମୟ: ସକାଳ ୬ଟା। (896, 636, 1081, 667)
zodiac-symbol-icon: ♉ (1136, 436, 1204, 504)
district-heading: ବୌଦ୍ଧ (896, 671, 1110, 700)
district-heading: ଗଜପତି (668, 288, 880, 317)
zodiac-sign-entry (1122, 243, 1470, 398)
listing-column-2 (228, 186, 428, 2281)
event-listing: ରେଭେନ୍ସା ବିଶ୍ୱବିଦ୍ୟାଳୟ ପକ୍ଷରୁ ବିଶ୍ୱ ଯୋଗ ଦିବସ ପାଳନ, ସ୍ଥାନ: ବିଶ୍ୱବିଦ୍ୟାଳୟ ପରିସର, ସମୟ: ସକାଳ ୭ଟା। (12, 969, 200, 1017)
zodiac-symbol-icon: ♋ (1136, 750, 1204, 818)
event-listing: ଅନ୍ତର୍ଜାତୀୟ ଯୋଗ ଦିବସ ପାଳନ, ସ୍ଥାନ: ଖଲିଆ ମହାବିଦ୍ୟାଳୟ, ସମୟ: ସକାଳ ୬ଟା। (228, 487, 419, 518)
zodiac-symbol-icon: ♑ (1136, 1692, 1204, 1760)
zodiac-sign-entry (1122, 400, 1470, 555)
event-listing: ବରଷ୍ଠା ଶିକ୍ଷା ମନ୍ଦିର ପକ୍ଷରୁ ଅନ୍ତର୍ଜାତୀୟ ଯୋଗ ଦିବସ, ସ୍ଥାନ: ଶ୍ରୀ ଜଗନ୍ନାଥ ମନ୍ଦିର ପରିସର, ନୟାପଲ୍ଲୀ, ସମୟ: ସକାଳ ୬ଟା। (12, 420, 198, 468)
event-listing: ଅନ୍ତର୍ଜାତୀୟ ଯୋଗ ଦିବସ, ସ୍ଥାନ: ମାଲକାନଗିରି ଷ୍ଟାଡିୟମ, ସମୟ: ସକାଳ ୬ଟା। (668, 670, 872, 701)
event-listing: ଜିଲ୍ଲା ପ୍ରଶାସନ ପକ୍ଷରୁ ଯୋଗ ଦିବସ, ସ୍ଥାନ: ସର୍କିଟ ହାଉସ ପରିସର, ସମୟ: ସକାଳ ୬ଟା। (12, 1103, 205, 1134)
event-listing: ଯୋଗ ଦିବସ ପାଳନ, ସ୍ଥାନ: ଗୋପାଳପୁର ବେଳାଭୂମି, ସମୟ: ସକାଳ ୬ଟା। (444, 905, 616, 936)
event-listing: ଅନ୍ତର୍ଜାତୀୟ ଯୋଗ ଦିବସ, ସ୍ଥାନ: ନୟାଗଡ଼ ଷ୍ଟାଡିୟମ, ସମୟ: ସକାଳ ୬ଟା। (444, 805, 628, 836)
event-listing: ଉତ୍କଳ ଯୋଗ ମଞ୍ଚ ପକ୍ଷରୁ ଯୋଗ ଶିବିର, ସ୍ଥାନ: ମା' ଭଗବତୀ ମନ୍ଦିର ପରିସର, ସମୟ: ପୂର୍ବାହ୍ନ ୬ଟା। (12, 570, 196, 617)
